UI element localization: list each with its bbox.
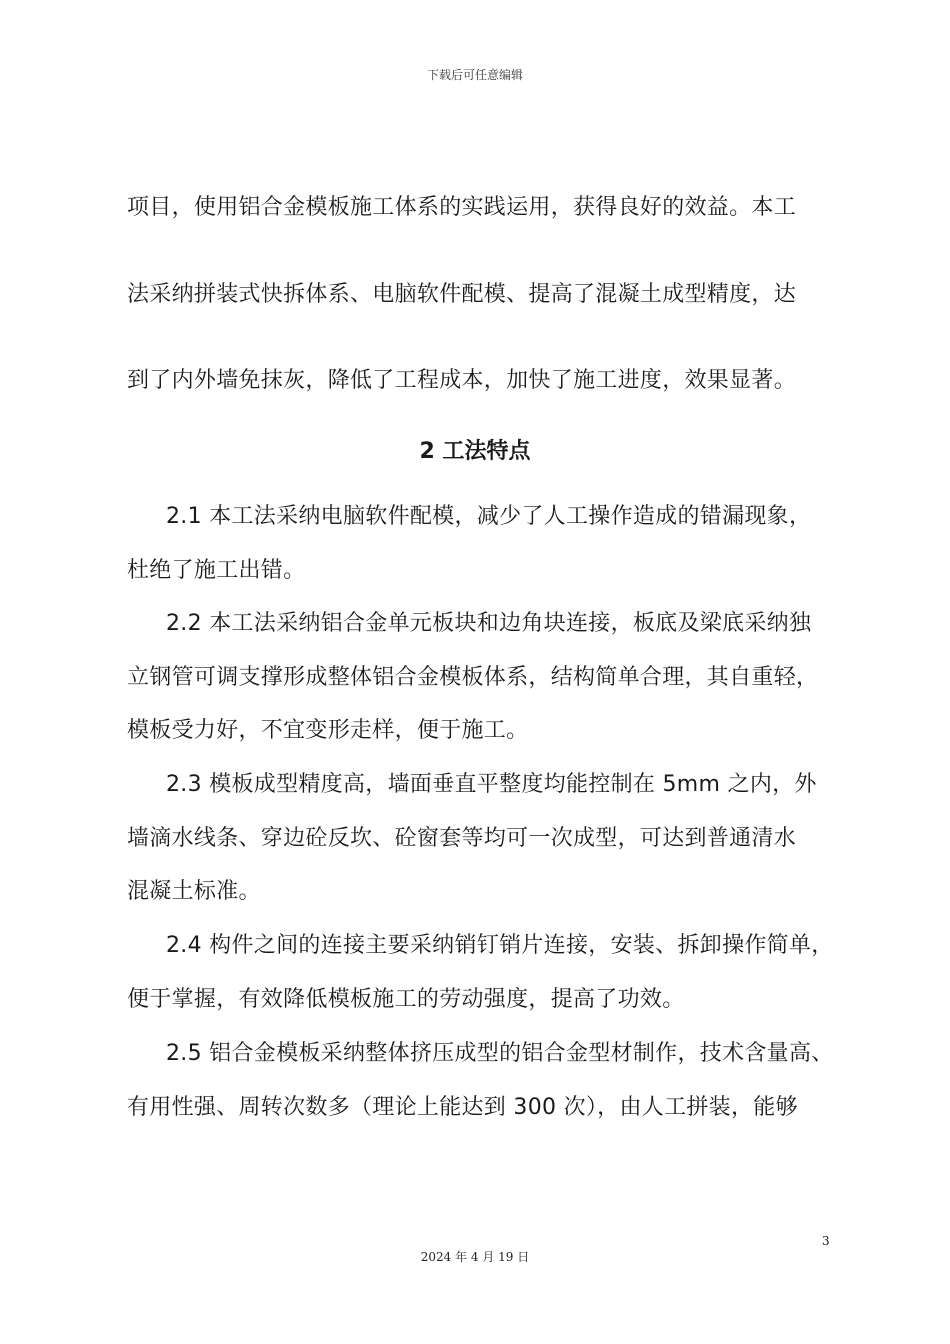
page-header: 下载后可任意编辑	[426, 68, 523, 82]
paragraph-line: 便于掌握，有效降低模板施工的劳动强度，提高了功效。	[127, 987, 685, 1012]
paragraph-line: 2.1 本工法采纳电脑软件配模，减少了人工操作造成的错漏现象，	[166, 504, 812, 529]
paragraph-line: 项目，使用铝合金模板施工体系的实践运用，获得良好的效益。本工	[127, 195, 797, 220]
paragraph-line: 混凝土标准。	[127, 879, 261, 904]
paragraph-line: 立钢管可调支撑形成整体铝合金模板体系，结构简单合理，其自重轻，	[127, 665, 819, 690]
paragraph-line: 2.5 铝合金模板采纳整体挤压成型的铝合金型材制作，技术含量高、	[166, 1041, 834, 1066]
section-heading: 2 工法特点	[419, 439, 531, 464]
paragraph-line: 法采纳拼装式快拆体系、电脑软件配模、提高了混凝土成型精度，达	[127, 282, 797, 307]
footer-date: 2024 年 4 月 19 日	[420, 1250, 530, 1264]
page-number: 3	[822, 1234, 830, 1248]
paragraph-line: 2.2 本工法采纳铝合金单元板块和边角块连接，板底及梁底采纳独	[166, 611, 812, 636]
paragraph-line: 杜绝了施工出错。	[127, 558, 306, 583]
paragraph-line: 模板受力好，不宜变形走样，便于施工。	[127, 718, 529, 743]
paragraph-line: 有用性强、周转次数多（理论上能达到 300 次），由人工拼装，能够	[127, 1095, 798, 1120]
paragraph-line: 到了内外墙免抹灰，降低了工程成本，加快了施工进度，效果显著。	[127, 368, 797, 393]
paragraph-line: 2.4 构件之间的连接主要采纳销钉销片连接，安装、拆卸操作简单，	[166, 933, 834, 958]
paragraph-line: 2.3 模板成型精度高，墙面垂直平整度均能控制在 5mm 之内，外	[166, 772, 817, 797]
paragraph-line: 墙滴水线条、穿边砼反坎、砼窗套等均可一次成型，可达到普通清水	[127, 826, 797, 851]
